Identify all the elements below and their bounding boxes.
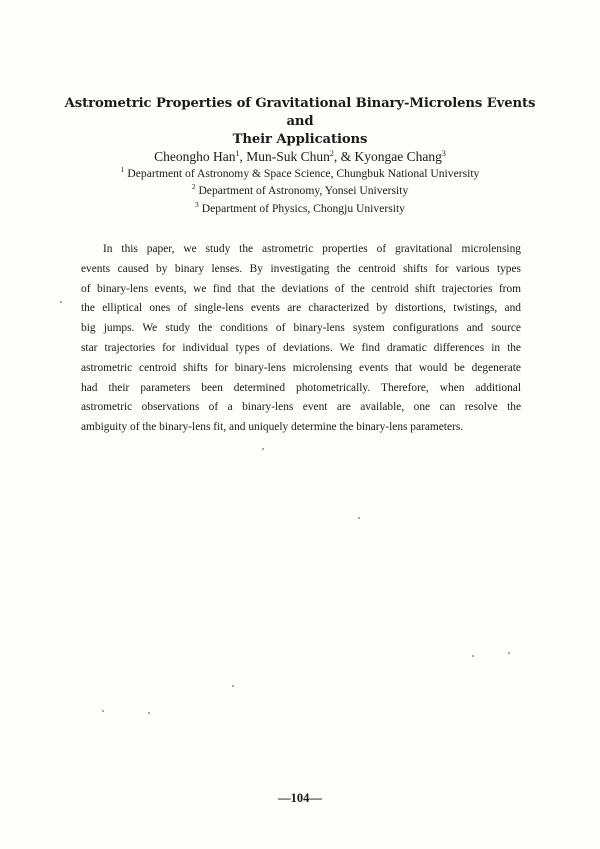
author-separator: , & — [333, 149, 355, 164]
scan-speck — [102, 710, 104, 712]
affiliation-text: Department of Astronomy & Space Science, Chungbuk National University — [127, 167, 480, 180]
author-name: Mun-Suk Chun — [246, 149, 330, 164]
abstract-line: of binary-lens events, we find that the deviations of the centroid shift trajectories from — [81, 282, 521, 295]
affiliation-text: Department of Astronomy, Yonsei University — [198, 184, 409, 198]
abstract-line: astrometric centroid shifts for binary-lens microlensing events that would be degenerate — [81, 361, 521, 374]
affiliation-text: Department of Physics, Chongju University — [201, 201, 405, 215]
affiliation — [60, 200, 540, 217]
paper-title — [60, 95, 540, 149]
abstract-line: In this paper, we study the astrometric properties of gravitational microlensing — [103, 243, 521, 255]
author-name: Cheongho Han — [154, 149, 236, 164]
abstract-line: events caused by binary lenses. By investigating the centroid shifts for various types — [81, 262, 521, 275]
title-line-2: Their Applications — [232, 132, 368, 147]
scan-speck — [358, 517, 360, 519]
scan-speck — [262, 448, 264, 450]
abstract-line: had their parameters been determined photometrically. Therefore, when additional — [81, 381, 521, 394]
author-separator: , — [239, 149, 247, 164]
scan-speck — [472, 655, 474, 657]
affiliation — [60, 182, 540, 199]
abstract-line: astrometric observations of a binary-lens event are available, one can resolve the — [81, 401, 521, 414]
scan-speck — [60, 301, 62, 303]
abstract-body — [81, 240, 521, 438]
page-number: —104— — [278, 791, 322, 805]
title-line-1: Astrometric Properties of Gravitational Binary-Microlens Events and — [64, 96, 536, 129]
author-affiliation-marker: 3 — [441, 149, 446, 158]
scan-speck — [232, 685, 234, 687]
author-affiliation-marker: 2 — [329, 149, 334, 158]
abstract-line: the elliptical ones of single-lens events are characterized by distortions, twistings, and — [81, 302, 521, 315]
affiliation-list — [60, 165, 540, 217]
author-affiliation-marker: 1 — [235, 149, 240, 158]
scan-speck — [508, 652, 510, 654]
author-list — [60, 148, 540, 166]
affiliation-marker: 1 — [120, 165, 125, 174]
abstract-line: ambiguity of the binary-lens fit, and uniquely determine the binary-lens parameters. — [81, 421, 464, 434]
scan-speck — [148, 712, 150, 714]
affiliation-marker: 2 — [191, 182, 196, 192]
abstract-line: big jumps. We study the conditions of binary-lens system configurations and source — [81, 322, 521, 335]
abstract-line: star trajectories for individual types of deviations. We find dramatic differences in the — [81, 341, 521, 354]
affiliation-marker: 3 — [195, 199, 199, 209]
author-name: Kyongae Chang — [354, 149, 442, 164]
affiliation — [60, 165, 540, 182]
